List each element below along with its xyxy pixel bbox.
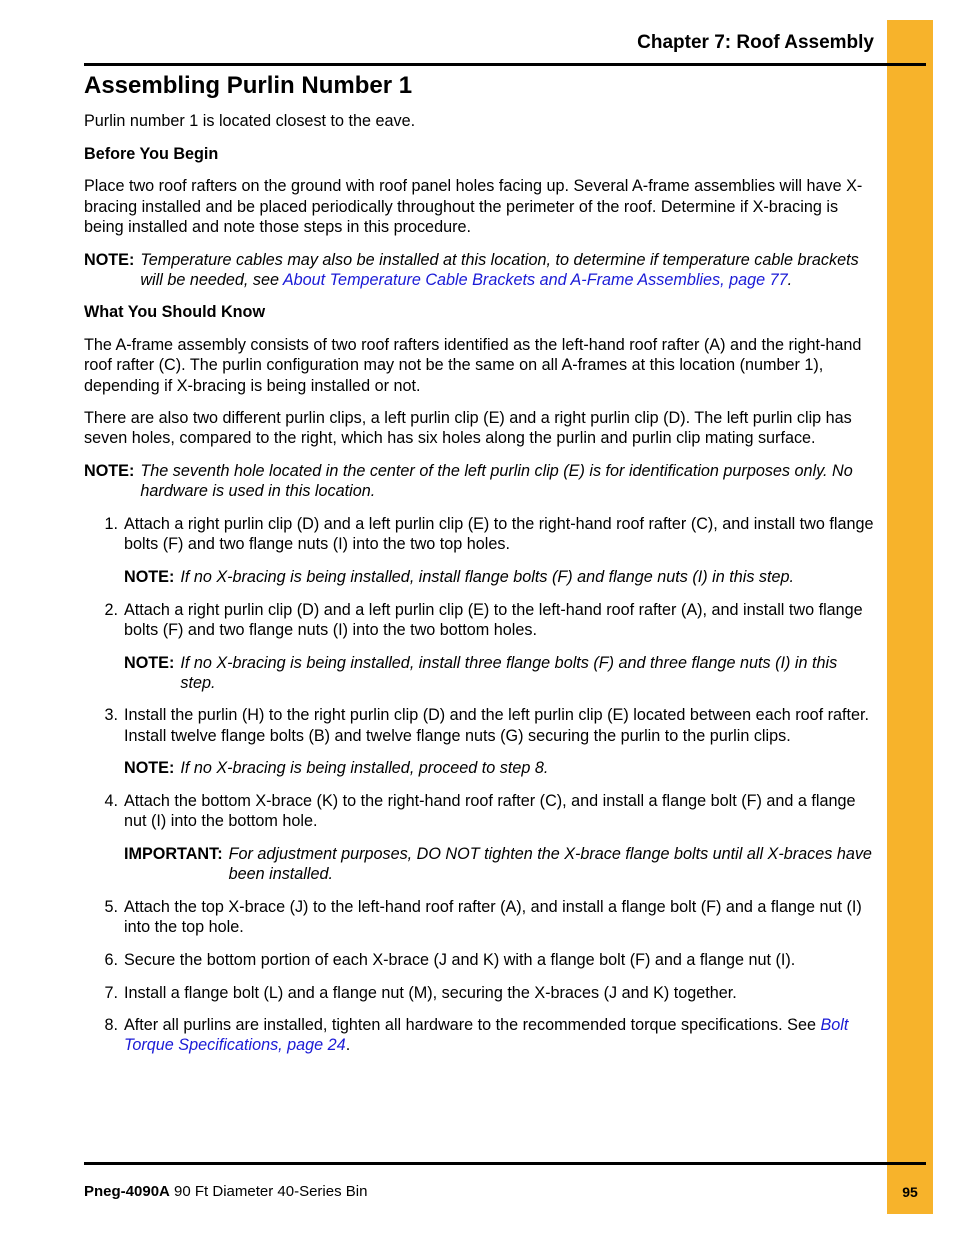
step-8-end: .	[345, 1036, 351, 1055]
step-number: 4.	[104, 792, 118, 811]
know-paragraph-1: The A-frame assembly consists of two roof rafters identified as the left-hand roof rafter (A) and the right-hand roof rafter (C). The purlin configuration may not be the same on all A-frames at this location (number 1), depending if X-bracing is being installed or not.	[84, 336, 862, 395]
note-label: NOTE:	[84, 462, 135, 481]
footer-document-info	[84, 1182, 367, 1202]
main-content	[84, 111, 876, 1068]
step-3-note	[124, 758, 876, 778]
note-body: The seventh hole located in the center of the left purlin clip (E) is for identification purposes only. No hardware is used in this location.	[140, 462, 853, 501]
step-text: Attach the top X-brace (J) to the left-hand roof rafter (A), and install a flange bolt (F) and a flange nut (I) into the top hole.	[124, 897, 862, 937]
step-5	[84, 897, 876, 937]
chapter-tab-bar	[887, 20, 933, 1214]
step-text: Attach a right purlin clip (D) and a left purlin clip (E) to the left-hand roof rafter (A), and install two flange bolts (F) and two flange nuts (I) into the two bottom holes.	[124, 600, 863, 639]
temperature-cable-note	[84, 250, 876, 290]
important-body: For adjustment purposes, DO NOT tighten the X-brace flange bolts until all X-braces have been installed.	[228, 844, 872, 884]
chapter-heading: Chapter 7: Roof Assembly	[637, 32, 874, 53]
step-text: Secure the bottom portion of each X-brace (J and K) with a flange bolt (F) and a flange nut (I).	[124, 950, 796, 969]
intro-paragraph: Purlin number 1 is located closest to the eave.	[84, 112, 416, 130]
footer-rule	[84, 1162, 926, 1165]
temperature-cable-link[interactable]: About Temperature Cable Brackets and A-Frame Assemblies, page 77	[282, 270, 788, 289]
step-7	[84, 983, 876, 1003]
important-label: IMPORTANT:	[124, 844, 223, 863]
step-1	[84, 514, 876, 554]
step-text: Install a flange bolt (L) and a flange nut (M), securing the X-braces (J and K) together.	[124, 983, 737, 1002]
step-text: Attach the bottom X-brace (K) to the right-hand roof rafter (C), and install a flange bolt (F) and a flange nut (I) into the bottom hole.	[124, 792, 856, 831]
note-text: Temperature cables may also be installed at this location, to determine if temperature cable brackets will be needed, see	[140, 250, 859, 289]
header-rule	[84, 63, 926, 66]
step-number: 2.	[104, 600, 118, 619]
page-number: 95	[902, 1184, 918, 1200]
step-2-note	[124, 653, 876, 693]
note-body: If no X-bracing is being installed, proceed to step 8.	[180, 759, 549, 778]
step-number: 8.	[104, 1016, 118, 1035]
step-text	[124, 1015, 876, 1055]
step-4	[84, 791, 876, 831]
step-6	[84, 950, 876, 970]
step-4-important	[124, 844, 876, 884]
step-number: 7.	[104, 983, 118, 1002]
note-label: NOTE:	[84, 250, 135, 269]
step-text: Install the purlin (H) to the right purlin clip (D) and the left purlin clip (E) located between each roof rafter. Install twelve flange bolts (B) and twelve flange nuts (G) securing the purlin to the purlin clips.	[124, 706, 869, 745]
before-you-begin-text: Place two roof rafters on the ground with roof panel holes facing up. Several A-frame assemblies will have X-bracing installed and be placed periodically throughout the perimeter of the roof. Determine if X-bracing is being installed and note those steps in this procedure.	[84, 177, 863, 236]
step-number: 3.	[104, 706, 118, 725]
note-label: NOTE:	[124, 567, 175, 586]
step-8-text: After all purlins are installed, tighten all hardware to the recommended torque specifications. See	[124, 1016, 821, 1035]
bolt-torque-link[interactable]: Bolt Torque Specifications, page 24	[124, 1016, 849, 1055]
note-body	[140, 250, 876, 290]
step-text: Attach a right purlin clip (D) and a left purlin clip (E) to the right-hand roof rafter (C), and install two flange bolts (F) and two flange nuts (I) into the two top holes.	[124, 515, 874, 554]
before-you-begin-heading: Before You Begin	[84, 144, 219, 163]
what-you-should-know-heading: What You Should Know	[84, 303, 266, 322]
step-1-note	[124, 567, 876, 587]
note-end: .	[787, 270, 793, 289]
know-paragraph-2: There are also two different purlin clips, a left purlin clip (E) and a right purlin clip (D). The left purlin clip has seven holes, compared to the right, which has six holes along the purlin and purlin clip mating surface.	[84, 409, 852, 448]
document-description: 90 Ft Diameter 40-Series Bin	[169, 1183, 368, 1200]
assembly-steps	[84, 514, 876, 1056]
step-8	[84, 1015, 876, 1055]
note-body: If no X-bracing is being installed, install flange bolts (F) and flange nuts (I) in this step.	[180, 567, 795, 586]
step-number: 5.	[104, 897, 118, 916]
step-3	[84, 705, 876, 745]
note-body: If no X-bracing is being installed, install three flange bolts (F) and three flange nuts (I) in this step.	[180, 653, 838, 692]
document-number: Pneg-4090A	[84, 1183, 170, 1200]
seventh-hole-note	[84, 461, 876, 501]
step-number: 6.	[104, 950, 118, 969]
step-number: 1.	[104, 515, 118, 534]
page-title: Assembling Purlin Number 1	[84, 72, 413, 99]
note-label: NOTE:	[124, 653, 175, 672]
step-2	[84, 600, 876, 640]
note-label: NOTE:	[124, 759, 175, 778]
